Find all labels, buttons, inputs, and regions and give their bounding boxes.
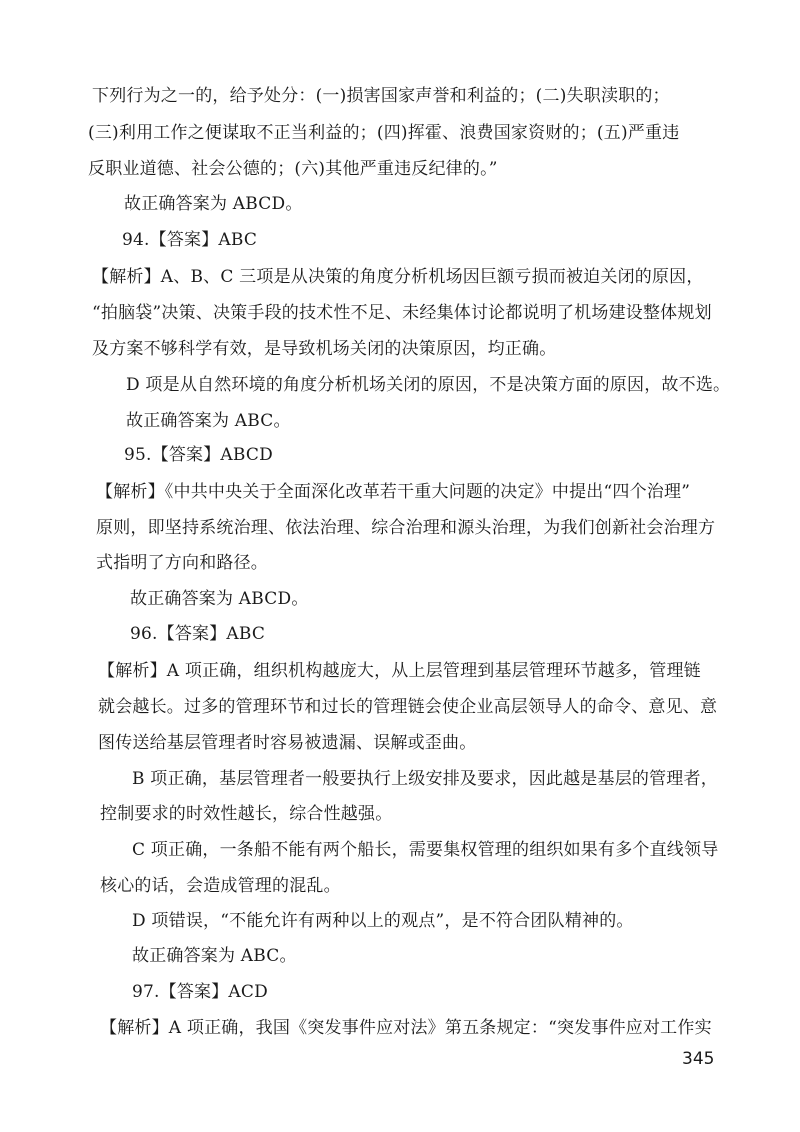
- text-line-21: 控制要求的时效性越长，综合性越强。: [100, 804, 393, 824]
- answer-heading-95: 95.【答案】ABCD: [124, 445, 273, 465]
- text-line-17: 【解析】A 项正确，组织机构越庞大，从上层管理到基层管理环节越多，管理链: [98, 661, 701, 681]
- text-line-8: 及方案不够科学有效，是导致机场关闭的决策原因，均正确。: [92, 339, 557, 359]
- text-line-6: 【解析】A、B、C 三项是从决策的角度分析机场因巨额亏损而被迫关闭的原因，: [92, 267, 704, 287]
- text-line-20: B 项正确，基层管理者一般要执行上级安排及要求，因此越是基层的管理者，: [132, 769, 718, 789]
- text-line-24: D 项错误，“不能允许有两种以上的观点”，是不符合团队精神的。: [132, 911, 634, 931]
- answer-heading-97: 97.【答案】ACD: [132, 982, 268, 1002]
- text-line-22: C 项正确，一条船不能有两个船长，需要集权管理的组织如果有多个直线领导: [132, 840, 719, 860]
- answer-heading-96: 96.【答案】ABC: [130, 624, 266, 644]
- text-line-23: 核心的话，会造成管理的混乱。: [100, 876, 341, 896]
- text-line-27: 【解析】A 项正确，我国《突发事件应对法》第五条规定：“突发事件应对工作实: [100, 1018, 712, 1038]
- text-line-13: 原则，即坚持系统治理、依法治理、综合治理和源头治理，为我们创新社会治理方: [96, 518, 716, 538]
- answer-heading-94: 94.【答案】ABC: [122, 230, 258, 250]
- text-line-25: 故正确答案为 ABC。: [132, 946, 297, 966]
- text-line-3: 反职业道德、社会公德的；(六)其他严重违反纪律的。”: [88, 159, 498, 179]
- text-line-14: 式指明了方向和路径。: [96, 553, 268, 573]
- text-line-4: 故正确答案为 ABCD。: [124, 194, 303, 214]
- text-line-9: D 项是从自然环境的角度分析机场关闭的原因，不是决策方面的原因，故不选。: [126, 375, 731, 395]
- text-line-2: (三)利用工作之便谋取不正当利益的；(四)挥霍、浪费国家资财的；(五)严重违: [88, 123, 680, 143]
- text-line-19: 图传送给基层管理者时容易被遗漏、误解或歪曲。: [98, 733, 477, 753]
- text-line-10: 故正确答案为 ABC。: [126, 411, 291, 431]
- text-line-1: 下列行为之一的，给予处分：(一)损害国家声誉和利益的；(二)失职渎职的；: [92, 86, 670, 106]
- text-line-7: “拍脑袋”决策、决策手段的技术性不足、未经集体讨论都说明了机场建设整体规划: [92, 303, 712, 323]
- text-line-12: 【解析】《中共中央关于全面深化改革若干重大问题的决定》中提出“四个治理”: [96, 482, 691, 502]
- text-line-18: 就会越长。过多的管理环节和过长的管理链会使企业高层领导人的命令、意见、意: [98, 697, 718, 717]
- page-number: 345: [682, 1049, 715, 1069]
- text-line-15: 故正确答案为 ABCD。: [130, 589, 309, 609]
